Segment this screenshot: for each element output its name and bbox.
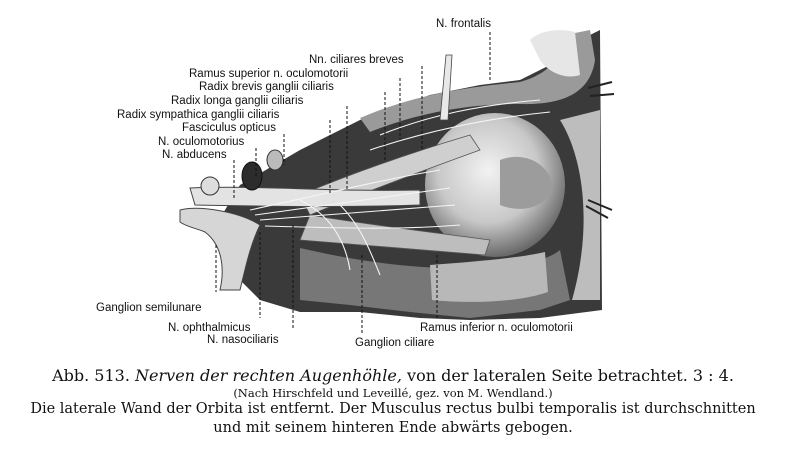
figure-number: Abb. 513.: [52, 366, 130, 385]
label-radix-brevis: Radix brevis ganglii ciliaris: [199, 81, 334, 93]
label-radix-longa: Radix longa ganglii ciliaris: [171, 95, 304, 107]
description-line-1: Die laterale Wand der Orbita ist entfernt. Der Musculus rectus bulbi temporalis ist durchschnitten: [30, 401, 756, 417]
label-ganglion-semilunare: Ganglion semilunare: [96, 302, 202, 314]
label-fasciculus-opticus: Fasciculus opticus: [182, 122, 276, 134]
figure-caption-title: [0, 366, 786, 385]
label-ramus-inferior: Ramus inferior n. oculomotorii: [420, 322, 573, 334]
figure-credit: (Nach Hirschfeld und Leveillé, gez. von M. Wendland.): [233, 386, 553, 400]
label-n-ophthalmicus: N. ophthalmicus: [168, 322, 251, 334]
label-n-nasociliaris: N. nasociliaris: [207, 334, 279, 346]
label-n-oculomotorius: N. oculomotorius: [158, 136, 245, 148]
label-radix-sympathica: Radix sympathica ganglii ciliaris: [117, 109, 280, 121]
label-ramus-superior: Ramus superior n. oculomotorii: [189, 68, 349, 80]
description-line-2: und mit seinem hinteren Ende abwärts gebogen.: [213, 420, 573, 436]
figure-title: Nerven der rechten Augenhöhle,: [135, 366, 402, 385]
label-nn-ciliares-breves: Nn. ciliares breves: [309, 54, 404, 66]
label-n-frontalis: N. frontalis: [436, 18, 491, 30]
label-ganglion-ciliare: Ganglion ciliare: [355, 337, 435, 349]
label-n-abducens: N. abducens: [162, 149, 227, 161]
figure-title-rest: von der lateralen Seite betrachtet. 3 : 4.: [407, 366, 734, 385]
figure-description: [0, 400, 786, 438]
